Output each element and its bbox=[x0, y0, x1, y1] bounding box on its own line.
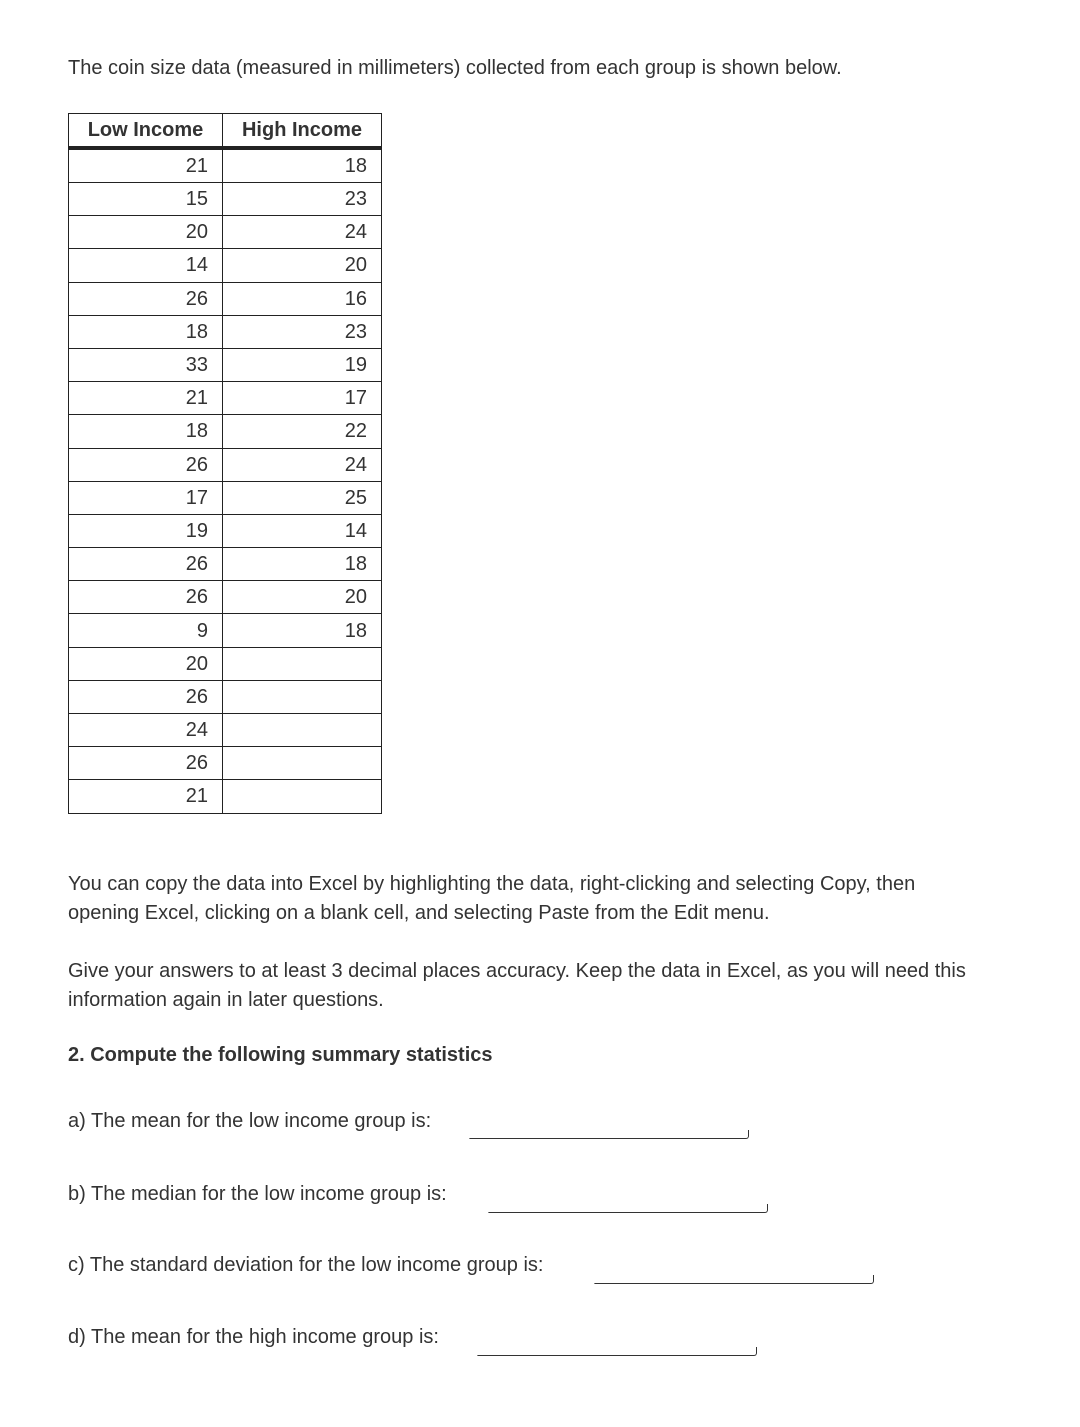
table-row bbox=[69, 780, 382, 813]
low-income-cell: 18 bbox=[69, 315, 223, 348]
table-row bbox=[69, 183, 382, 216]
intro-text: The coin size data (measured in millimeters) collected from each group is shown below. bbox=[68, 57, 842, 79]
high-income-cell bbox=[223, 680, 382, 713]
high-income-cell: 19 bbox=[223, 348, 382, 381]
table-row bbox=[69, 315, 382, 348]
low-income-cell: 26 bbox=[69, 747, 223, 780]
table-body bbox=[69, 148, 382, 813]
low-income-cell: 14 bbox=[69, 249, 223, 282]
table-row bbox=[69, 216, 382, 249]
low-income-cell: 26 bbox=[69, 282, 223, 315]
high-income-cell: 23 bbox=[223, 315, 382, 348]
low-income-cell: 19 bbox=[69, 514, 223, 547]
low-income-cell: 26 bbox=[69, 448, 223, 481]
low-income-cell: 24 bbox=[69, 714, 223, 747]
high-income-cell: 16 bbox=[223, 282, 382, 315]
high-income-cell: 23 bbox=[223, 183, 382, 216]
low-income-cell: 17 bbox=[69, 481, 223, 514]
high-income-cell: 20 bbox=[223, 581, 382, 614]
question-c-label: c) The standard deviation for the low income group is: bbox=[68, 1254, 544, 1276]
table-row bbox=[69, 581, 382, 614]
coin-size-table bbox=[68, 113, 382, 814]
low-income-cell: 20 bbox=[69, 216, 223, 249]
low-income-cell: 20 bbox=[69, 647, 223, 680]
low-income-cell: 18 bbox=[69, 415, 223, 448]
low-income-cell: 15 bbox=[69, 183, 223, 216]
low-income-cell: 21 bbox=[69, 780, 223, 813]
column-header-high-income: High Income bbox=[223, 114, 382, 149]
table-row bbox=[69, 249, 382, 282]
high-income-cell: 24 bbox=[223, 448, 382, 481]
high-income-cell: 18 bbox=[223, 614, 382, 647]
high-income-cell bbox=[223, 647, 382, 680]
question-a-label: a) The mean for the low income group is: bbox=[68, 1110, 432, 1132]
table-row bbox=[69, 614, 382, 647]
question-b-label: b) The median for the low income group is: bbox=[68, 1183, 447, 1205]
table-row bbox=[69, 514, 382, 547]
answer-c-input[interactable] bbox=[594, 1275, 874, 1284]
high-income-cell: 24 bbox=[223, 216, 382, 249]
table-row bbox=[69, 448, 382, 481]
table-row bbox=[69, 481, 382, 514]
accuracy-note-text: Give your answers to at least 3 decimal places accuracy. Keep the data in Excel, as you will need this information again in later questions. bbox=[68, 960, 966, 1011]
high-income-cell: 18 bbox=[223, 148, 382, 183]
question-d-label: d) The mean for the high income group is: bbox=[68, 1326, 439, 1348]
answer-b-input[interactable] bbox=[488, 1204, 768, 1213]
table-row bbox=[69, 348, 382, 381]
low-income-cell: 33 bbox=[69, 348, 223, 381]
table-row bbox=[69, 680, 382, 713]
copy-instructions-text: You can copy the data into Excel by highlighting the data, right-clicking and selecting Copy, then opening Excel, clicking on a blank cell, and selecting Paste from the Edit menu. bbox=[68, 873, 916, 924]
high-income-cell: 22 bbox=[223, 415, 382, 448]
low-income-cell: 26 bbox=[69, 548, 223, 581]
table-row bbox=[69, 548, 382, 581]
table-row bbox=[69, 714, 382, 747]
high-income-cell bbox=[223, 714, 382, 747]
high-income-cell: 25 bbox=[223, 481, 382, 514]
low-income-cell: 21 bbox=[69, 148, 223, 183]
high-income-cell: 20 bbox=[223, 249, 382, 282]
table-row bbox=[69, 415, 382, 448]
table-header-row bbox=[69, 114, 382, 149]
table-row bbox=[69, 747, 382, 780]
answer-d-input[interactable] bbox=[477, 1347, 757, 1356]
answer-a-input[interactable] bbox=[469, 1130, 749, 1139]
high-income-cell bbox=[223, 747, 382, 780]
low-income-cell: 26 bbox=[69, 680, 223, 713]
table-row bbox=[69, 647, 382, 680]
table-row bbox=[69, 148, 382, 183]
high-income-cell: 14 bbox=[223, 514, 382, 547]
high-income-cell: 17 bbox=[223, 382, 382, 415]
high-income-cell: 18 bbox=[223, 548, 382, 581]
low-income-cell: 21 bbox=[69, 382, 223, 415]
high-income-cell bbox=[223, 780, 382, 813]
table-row bbox=[69, 382, 382, 415]
low-income-cell: 9 bbox=[69, 614, 223, 647]
column-header-low-income: Low Income bbox=[69, 114, 223, 149]
low-income-cell: 26 bbox=[69, 581, 223, 614]
table-row bbox=[69, 282, 382, 315]
section-heading: 2. Compute the following summary statistics bbox=[68, 1044, 493, 1066]
